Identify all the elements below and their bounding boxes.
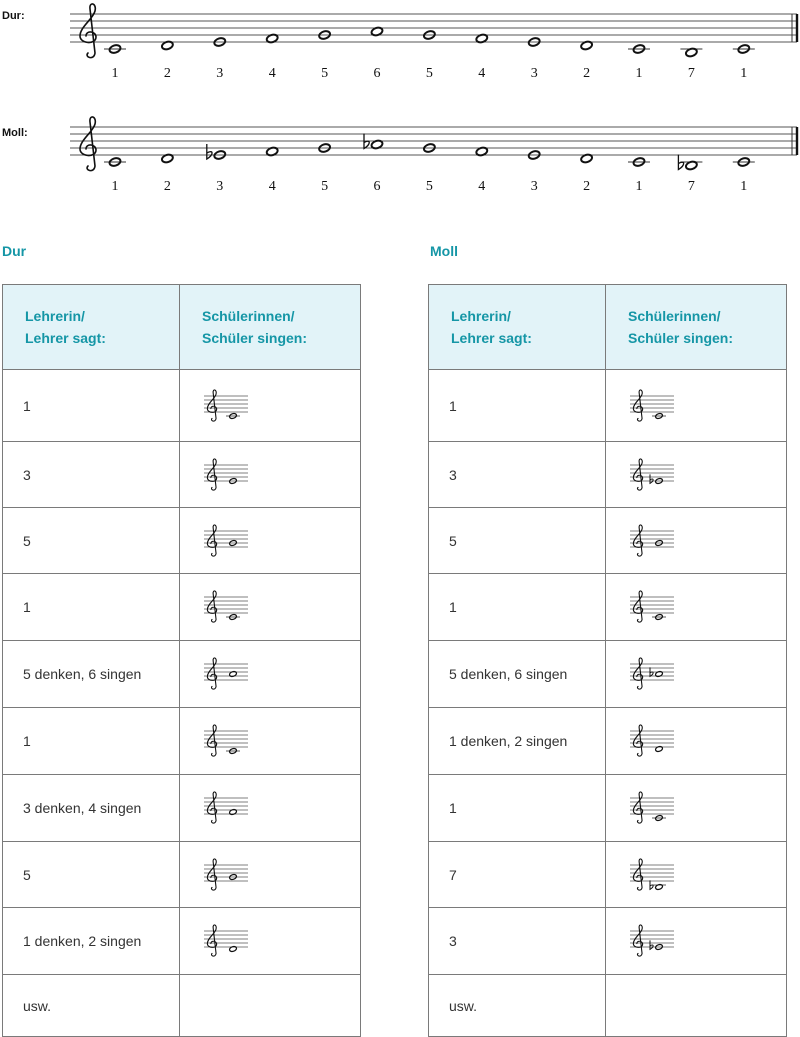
scale-degree: 3 — [216, 66, 224, 81]
treble-clef-icon — [633, 792, 642, 823]
table-row — [3, 775, 361, 842]
treble-clef-icon — [633, 524, 642, 555]
table-row — [429, 975, 787, 1037]
flat-sign — [650, 940, 653, 949]
table-row — [429, 574, 787, 641]
students-sing-cell — [606, 574, 787, 641]
scale-degree: 5 — [425, 179, 433, 194]
teacher-says-cell: 1 denken, 2 singen — [3, 908, 180, 975]
flat-sign — [650, 880, 653, 889]
section-title-moll: Moll — [430, 243, 458, 259]
table-row — [3, 641, 361, 708]
mini-staff-notation — [202, 918, 252, 964]
treble-clef-icon — [633, 458, 642, 489]
mini-staff-notation — [202, 518, 252, 564]
students-sing-cell — [180, 574, 361, 641]
scale-degree: 2 — [163, 66, 171, 81]
staff-dur — [2, 4, 797, 81]
header-students-line1: Schülerinnen/ — [202, 308, 295, 324]
scale-degree: 6 — [373, 66, 381, 81]
mini-staff-notation — [628, 518, 678, 564]
students-sing-cell — [180, 908, 361, 975]
students-sing-cell — [180, 442, 361, 508]
treble-clef-icon — [633, 658, 642, 689]
table-row — [429, 842, 787, 908]
mini-staff-notation — [628, 383, 678, 429]
teacher-says-cell: 5 — [429, 508, 606, 574]
teacher-says-cell: 1 — [3, 708, 180, 775]
teacher-says-cell: 3 — [3, 442, 180, 508]
header-students — [180, 285, 361, 370]
scale-degree: 1 — [111, 66, 119, 81]
table-dur — [2, 284, 361, 1037]
table-moll — [428, 284, 787, 1037]
teacher-says-cell: 3 — [429, 442, 606, 508]
students-sing-cell — [606, 975, 787, 1037]
scale-degree: 4 — [478, 66, 486, 81]
staff-moll — [2, 117, 797, 194]
students-sing-cell — [606, 442, 787, 508]
treble-clef-icon — [207, 458, 216, 489]
mini-staff-notation — [202, 651, 252, 697]
scale-degree: 2 — [583, 66, 591, 81]
treble-clef-icon — [207, 792, 216, 823]
treble-clef-icon — [207, 389, 216, 420]
mini-staff-notation — [628, 718, 678, 764]
scale-degree: 2 — [163, 179, 171, 194]
treble-clef-icon — [633, 725, 642, 756]
table-row — [429, 775, 787, 842]
scale-degree: 3 — [530, 66, 538, 81]
scale-degree: 1 — [740, 179, 748, 194]
treble-clef-icon — [207, 524, 216, 555]
teacher-says-cell: 1 — [3, 370, 180, 442]
treble-clef-icon — [207, 658, 216, 689]
staff-label-dur: Dur: — [2, 10, 25, 22]
students-sing-cell — [606, 708, 787, 775]
teacher-says-cell: 1 denken, 2 singen — [429, 708, 606, 775]
scale-degree: 1 — [635, 179, 643, 194]
students-sing-cell — [606, 641, 787, 708]
students-sing-cell — [606, 842, 787, 908]
treble-clef-icon — [633, 591, 642, 622]
staff-label-moll: Moll: — [2, 127, 28, 139]
mini-staff-notation — [628, 452, 678, 498]
scale-degree: 5 — [425, 66, 433, 81]
treble-clef-icon — [207, 858, 216, 889]
scale-degree: 2 — [583, 179, 591, 194]
scale-degree: 1 — [635, 66, 643, 81]
table-row — [3, 975, 361, 1037]
students-sing-cell — [180, 842, 361, 908]
scale-degree: 3 — [216, 179, 224, 194]
students-sing-cell — [606, 508, 787, 574]
students-sing-cell — [606, 370, 787, 442]
treble-clef-icon — [80, 117, 96, 171]
header-teacher — [429, 285, 606, 370]
table-row — [3, 842, 361, 908]
table-row — [429, 641, 787, 708]
table-row — [3, 442, 361, 508]
students-sing-cell — [180, 508, 361, 574]
header-teacher-line2: Lehrer sagt: — [451, 330, 532, 346]
flat-sign — [650, 474, 653, 483]
students-sing-cell — [606, 775, 787, 842]
scale-degree: 3 — [530, 179, 538, 194]
scale-degree: 7 — [687, 179, 695, 194]
teacher-says-cell: 3 — [429, 908, 606, 975]
section-title-dur: Dur — [2, 243, 27, 259]
mini-staff-notation — [628, 852, 678, 898]
table-row — [429, 708, 787, 775]
mini-staff-notation — [202, 584, 252, 630]
scale-degree: 6 — [373, 179, 381, 194]
table-row — [3, 508, 361, 574]
mini-staff-notation — [202, 383, 252, 429]
mini-staff-notation — [628, 785, 678, 831]
treble-clef-icon — [207, 725, 216, 756]
students-sing-cell — [180, 775, 361, 842]
scale-degree: 5 — [321, 179, 329, 194]
header-students-line1: Schülerinnen/ — [628, 308, 721, 324]
flat-sign — [650, 667, 653, 676]
table-header-row — [3, 285, 361, 370]
teacher-says-cell: 5 denken, 6 singen — [3, 641, 180, 708]
students-sing-cell — [180, 370, 361, 442]
table-row — [3, 370, 361, 442]
mini-staff-notation — [202, 718, 252, 764]
teacher-says-cell: 5 — [3, 842, 180, 908]
teacher-says-cell: usw. — [3, 975, 180, 1037]
header-students-line2: Schüler singen: — [202, 330, 308, 346]
header-teacher-line2: Lehrer sagt: — [25, 330, 106, 346]
treble-clef-icon — [633, 389, 642, 420]
table-header-row — [429, 285, 787, 370]
teacher-says-cell: 5 denken, 6 singen — [429, 641, 606, 708]
scale-degree: 4 — [478, 179, 486, 194]
mini-staff-notation — [628, 651, 678, 697]
scale-degree: 4 — [268, 179, 276, 194]
scale-examples — [0, 0, 800, 215]
teacher-says-cell: 1 — [429, 370, 606, 442]
scale-degree: 7 — [687, 66, 695, 81]
flat-sign — [207, 144, 212, 159]
flat-sign — [678, 155, 683, 170]
table-row — [3, 908, 361, 975]
scale-degree: 1 — [111, 179, 119, 194]
header-teacher-line1: Lehrerin/ — [25, 308, 85, 324]
teacher-says-cell: 1 — [429, 574, 606, 641]
scale-degree: 4 — [268, 66, 276, 81]
header-teacher-line1: Lehrerin/ — [451, 308, 511, 324]
header-students — [606, 285, 787, 370]
table-row — [429, 370, 787, 442]
teacher-says-cell: 7 — [429, 842, 606, 908]
treble-clef-icon — [207, 591, 216, 622]
treble-clef-icon — [633, 925, 642, 956]
treble-clef-icon — [633, 858, 642, 889]
table-row — [3, 708, 361, 775]
teacher-says-cell: 1 — [429, 775, 606, 842]
table-row — [429, 908, 787, 975]
students-sing-cell — [180, 641, 361, 708]
mini-staff-notation — [202, 785, 252, 831]
mini-staff-notation — [628, 918, 678, 964]
scale-degree: 1 — [740, 66, 748, 81]
mini-staff-notation — [202, 452, 252, 498]
teacher-says-cell: 5 — [3, 508, 180, 574]
students-sing-cell — [180, 975, 361, 1037]
students-sing-cell — [606, 908, 787, 975]
mini-staff-notation — [628, 584, 678, 630]
teacher-says-cell: 3 denken, 4 singen — [3, 775, 180, 842]
students-sing-cell — [180, 708, 361, 775]
header-teacher — [3, 285, 180, 370]
teacher-says-cell: 1 — [3, 574, 180, 641]
treble-clef-icon — [207, 925, 216, 956]
mini-staff-notation — [202, 852, 252, 898]
header-students-line2: Schüler singen: — [628, 330, 734, 346]
table-row — [429, 508, 787, 574]
treble-clef-icon — [80, 4, 96, 58]
scale-degree: 5 — [321, 66, 329, 81]
table-row — [429, 442, 787, 508]
teacher-says-cell: usw. — [429, 975, 606, 1037]
table-row — [3, 574, 361, 641]
